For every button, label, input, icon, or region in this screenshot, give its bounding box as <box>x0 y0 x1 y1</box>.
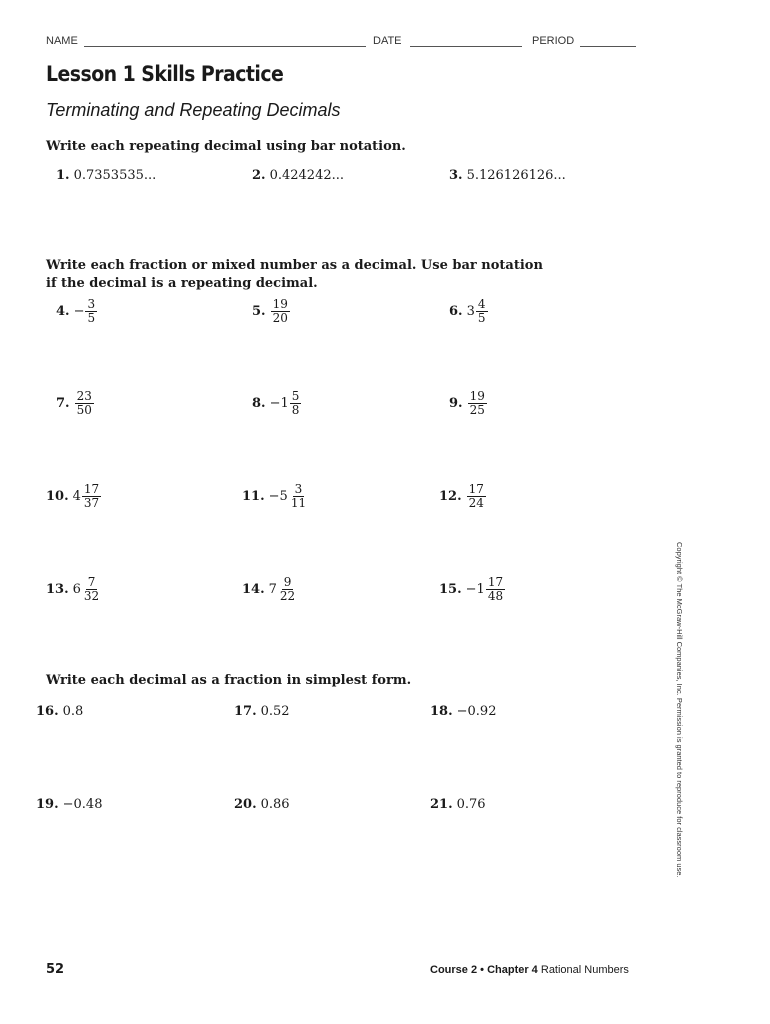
fraction-denominator: 22 <box>279 588 296 603</box>
instruction-line: if the decimal is a repeating decimal. <box>46 276 318 291</box>
problem-sign: − <box>269 395 281 411</box>
fraction-numerator: 19 <box>272 296 288 311</box>
period-label: PERIOD <box>532 35 575 47</box>
problem-number: 15. <box>439 581 462 597</box>
fraction <box>85 298 97 325</box>
problem-expression <box>457 797 486 812</box>
problem-expression <box>261 797 290 812</box>
problem-item <box>449 296 488 326</box>
problem-number: 4. <box>56 303 70 319</box>
problem-expression <box>73 483 102 510</box>
problem-value: 5 <box>279 488 288 504</box>
fraction-denominator: 5 <box>87 310 96 325</box>
problem-expression <box>63 797 103 812</box>
problem-number: 5. <box>252 303 266 319</box>
problem-item <box>252 296 290 326</box>
problem-item <box>242 481 308 511</box>
problem-expression <box>73 576 102 603</box>
problem-item <box>449 388 487 418</box>
fraction-numerator: 19 <box>469 388 485 403</box>
problem-expression <box>457 704 497 719</box>
fraction <box>271 298 290 325</box>
fraction <box>278 576 297 603</box>
problem-item <box>439 574 505 604</box>
problem-expression <box>467 168 566 183</box>
problem-sign: − <box>62 796 74 812</box>
instruction-line: Write each repeating decimal using bar notation. <box>46 139 406 154</box>
fraction-denominator: 48 <box>487 588 504 603</box>
fraction <box>82 576 101 603</box>
problem-expression <box>270 168 344 183</box>
problem-sign: − <box>456 703 468 719</box>
fraction-denominator: 5 <box>477 310 486 325</box>
fraction-numerator: 3 <box>294 481 303 496</box>
page-title: Lesson 1 Skills Practice <box>46 62 284 86</box>
fraction-numerator: 17 <box>83 481 100 496</box>
section-1-instruction <box>46 138 406 156</box>
fraction-denominator: 25 <box>469 402 485 417</box>
problem-number: 7. <box>56 395 70 411</box>
problem-value: 3 <box>466 303 475 319</box>
problem-item <box>234 789 290 819</box>
fraction-numerator: 9 <box>283 574 292 589</box>
fraction <box>289 483 308 510</box>
problem-expression <box>63 704 84 719</box>
problem-item <box>56 296 97 326</box>
problem-number: 18. <box>430 703 453 719</box>
section-3-instruction <box>46 672 411 690</box>
instruction-line: Write each decimal as a fraction in simplest form. <box>46 673 412 688</box>
problem-number: 13. <box>46 581 69 597</box>
problem-expression <box>269 576 298 603</box>
problem-number: 8. <box>252 395 266 411</box>
problem-number: 12. <box>439 488 462 504</box>
problem-number: 9. <box>449 395 463 411</box>
fraction-numerator: 23 <box>76 388 92 403</box>
problem-number: 11. <box>242 488 265 504</box>
instruction-line: Write each fraction or mixed number as a decimal. Use bar notation <box>46 258 543 273</box>
problem-item <box>252 388 301 418</box>
problem-value: 0.8 <box>62 703 84 719</box>
problem-value: 7 <box>268 581 277 597</box>
problem-value: 0.52 <box>260 703 290 719</box>
fraction-numerator: 4 <box>477 296 486 311</box>
problem-expression <box>270 390 302 417</box>
problem-number: 20. <box>234 796 257 812</box>
problem-value: 0.48 <box>73 796 103 812</box>
problem-expression <box>467 390 487 417</box>
problem-value: 0.424242... <box>269 167 345 183</box>
date-label: DATE <box>373 35 402 47</box>
problem-number: 21. <box>430 796 453 812</box>
problem-item <box>439 481 486 511</box>
problem-sign: − <box>268 488 280 504</box>
fraction-denominator: 8 <box>291 402 300 417</box>
problem-value: 0.92 <box>467 703 497 719</box>
problem-value: 0.7353535... <box>73 167 157 183</box>
fraction <box>290 390 302 417</box>
problem-number: 14. <box>242 581 265 597</box>
problem-expression <box>269 483 308 510</box>
period-line[interactable] <box>580 46 636 47</box>
problem-number: 2. <box>252 167 266 183</box>
problem-item <box>46 481 101 511</box>
problem-value: 6 <box>72 581 81 597</box>
problem-sign: − <box>465 581 477 597</box>
problem-sign: − <box>73 303 85 319</box>
copyright-notice: Copyright © The McGraw-Hill Companies, Inc. Permission is granted to reproduce for classroom use. <box>675 542 684 878</box>
problem-expression <box>467 298 488 325</box>
problem-item <box>36 789 102 819</box>
problem-item <box>242 574 297 604</box>
problem-number: 3. <box>449 167 463 183</box>
problem-number: 10. <box>46 488 69 504</box>
problem-expression <box>270 298 290 325</box>
name-label: NAME <box>46 35 78 47</box>
problem-item <box>252 160 344 190</box>
problem-number: 17. <box>234 703 257 719</box>
problem-number: 1. <box>56 167 70 183</box>
fraction <box>468 390 487 417</box>
fraction <box>476 298 488 325</box>
fraction-denominator: 50 <box>76 402 92 417</box>
problem-item <box>46 574 101 604</box>
date-line[interactable] <box>410 46 522 47</box>
page-number: 52 <box>46 962 65 977</box>
footer-chapter: Chapter 4 <box>487 964 538 976</box>
problem-number: 6. <box>449 303 463 319</box>
footer-course-name: Course 2 <box>430 964 478 976</box>
problem-item <box>56 160 156 190</box>
fraction-denominator: 11 <box>290 495 307 510</box>
fraction-denominator: 32 <box>83 588 100 603</box>
problem-expression <box>261 704 290 719</box>
problem-expression <box>74 390 94 417</box>
fraction <box>82 483 101 510</box>
problem-item <box>430 789 486 819</box>
problem-item <box>430 696 496 726</box>
section-2-instruction <box>46 257 543 293</box>
problem-value: 0.76 <box>456 796 486 812</box>
problem-expression <box>466 576 505 603</box>
fraction <box>75 390 94 417</box>
footer-course <box>430 964 629 976</box>
problem-item <box>449 160 566 190</box>
problem-number: 16. <box>36 703 59 719</box>
problem-expression <box>466 483 486 510</box>
fraction-denominator: 20 <box>272 310 288 325</box>
problem-item <box>56 388 94 418</box>
page-subtitle: Terminating and Repeating Decimals <box>46 100 341 120</box>
fraction-numerator: 3 <box>87 296 96 311</box>
problem-value: 5.126126126... <box>466 167 566 183</box>
problem-value: 4 <box>72 488 81 504</box>
fraction-numerator: 5 <box>291 388 300 403</box>
problem-number: 19. <box>36 796 59 812</box>
problem-item <box>36 696 83 726</box>
fraction-numerator: 17 <box>487 574 504 589</box>
fraction-numerator: 7 <box>87 574 96 589</box>
footer-chapter-title: Rational Numbers <box>540 964 629 976</box>
fraction <box>467 483 486 510</box>
problem-expression <box>74 168 157 183</box>
fraction-numerator: 17 <box>468 481 484 496</box>
footer-bullet: • <box>480 964 484 976</box>
fraction-denominator: 37 <box>83 495 100 510</box>
problem-value: 0.86 <box>260 796 290 812</box>
name-line[interactable] <box>84 46 366 47</box>
fraction-denominator: 24 <box>468 495 484 510</box>
problem-item <box>234 696 290 726</box>
problem-value: 1 <box>280 395 289 411</box>
problem-value: 1 <box>476 581 485 597</box>
fraction <box>486 576 505 603</box>
problem-expression <box>74 298 98 325</box>
